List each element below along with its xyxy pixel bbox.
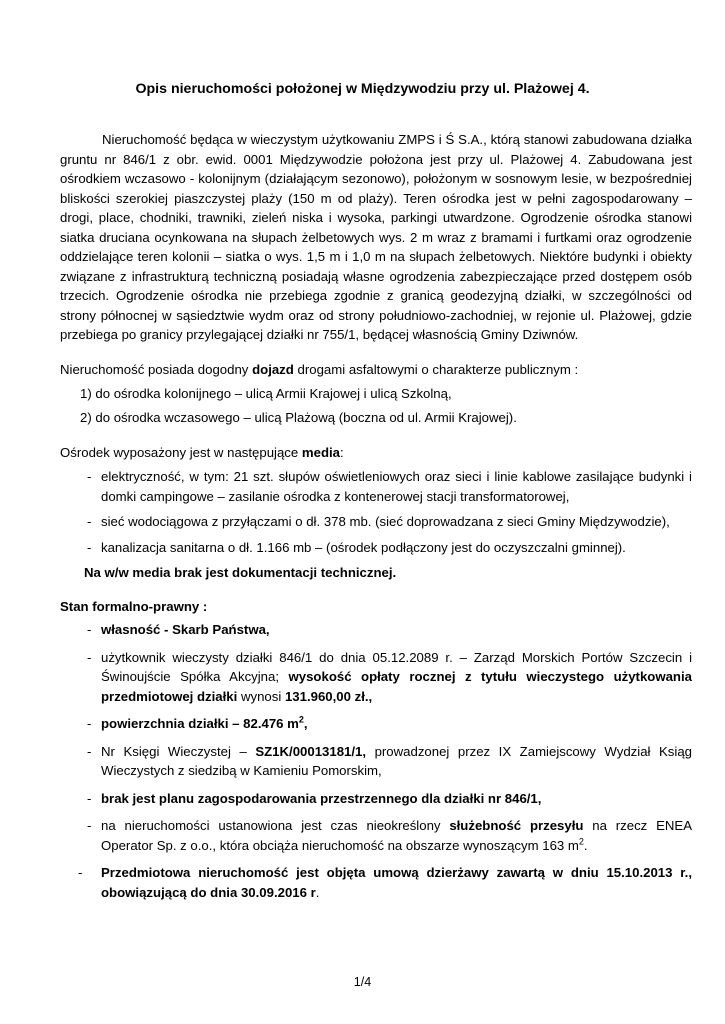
access-item-2: 2) do ośrodka wczasowego – ulicą Plażową (boczna od ul. Armii Krajowej). [80,410,517,425]
dash-bullet: - [87,539,92,555]
media-note: Na w/w media brak jest dokumentacji technicznej. [84,565,397,580]
legal-item-ownership: - własność - Skarb Państwa, [60,620,692,640]
media-item-electricity: - elektryczność, w tym: 21 szt. słupów oświetleniowych oraz sieci i linie kablowe zasilające budynki i domki campingowe – zasilanie ośrodka z kontenerowej stacji transformatorowej, [87,469,692,504]
access-lead: Nieruchomość posiada dogodny dojazd drogami asfaltowymi o charakterze publicznym : [60,362,579,377]
legal-item-zoning-plan: - brak jest planu zagospodarowania przestrzennego dla działki nr 846/1, [60,789,692,809]
dash-bullet: - [87,469,92,484]
media-item-sewage: - kanalizacja sanitarna o dł. 1.166 mb – (ośrodek podłączony jest do oczyszczalni gminnej). [60,538,692,558]
media-item-water: - sieć wodociągowa z przyłączami o dł. 378 mb. (sieć doprowadzana z sieci Gminy Międzywodzie), [60,512,692,532]
dash-bullet: - [87,716,92,731]
legal-heading: Stan formalno-prawny : [60,599,208,614]
media-lead: Ośrodek wyposażony jest w następujące media: [60,445,344,460]
legal-list [60,620,692,902]
intro-paragraph: Nieruchomość będąca w wieczystym użytkowaniu ZMPS i Ś S.A., którą stanowi zabudowana działka gruntu nr 846/1 z obr. ewid. 0001 Międzywodzie położona jest przy ul. Plażowej 4. Zabudowana jest ośrodkiem wczasowo - kolonijnym (działającym sezonowo), położonym w sosnowym lesie, w bezpośredniej bliskości szerokiej piaszczystej plaży (150 m od plaży). Teren ośrodka jest w pełni zagospodarowany – drogi, place, chodniki, trawniki, zieleń niska i wysoka, parkingi utwardzone. Ogrodzenie ośrodka stanowi siatka druciana ocynkowana na słupach żelbetowych wys. 2 m wraz z bramami i furtkami oraz ogrodzenie oddzielające teren kolonii – siatka o wys. 1,5 m i 1,0 m na słupach żelbetowych. Niektóre budynki i obiekty związane z infrastrukturą techniczną posiadają własne ogrodzenia zabezpieczające przed dostępem osób trzecich. Ogrodzenie ośrodka nie przebiega zgodnie z granicą geodezyjną działki, w szczególności od strony północnej w sąsiedztwie wydm oraz od strony południowo-zachodniej, w rejonie ul. Plażowej, gdzie przebiega po granicy przylegającej działki nr 755/1, będącej własnością Gminy Dziwnów. [60,132,692,342]
dash-bullet: - [87,790,92,806]
dash-bullet: - [87,743,92,759]
page-number: 1/4 [353,975,372,989]
dash-bullet: - [87,649,92,665]
document-title: Opis nieruchomości położonej w Międzywodziu przy ul. Plażowej 4. [135,81,590,97]
dash-bullet: - [78,865,83,880]
dash-bullet: - [87,622,92,637]
legal-item-area: - powierzchnia działki – 82.476 $m^2$, [60,714,692,734]
legal-item-lease: - Przedmiotowa nieruchomość jest objęta umową dzierżawy zawartą w dniu 15.10.2013 r., obowiązującą do dnia 30.09.2016 r. [78,865,692,900]
access-item-1: 1) do ośrodka kolonijnego – ulicą Armii Krajowej i ulicą Szkolną, [80,386,452,401]
dash-bullet: - [87,818,92,833]
media-list [60,467,692,557]
legal-item-usufruct: - użytkownik wieczysty działki 846/1 do dnia 05.12.2089 r. – Zarząd Morskich Portów Szczecin i Świnoujście Spółka Akcyjna; wysokość opłaty rocznej z tytułu wieczystego użytkowania przedmiotowej działki wynosi 131.960,00 zł., [87,649,692,704]
dash-bullet: - [87,514,92,529]
legal-item-easement: - na nieruchomości ustanowiona jest czas nieokreślony służebność przesyłu na rzecz ENEA Operator Sp. z o.o., która obciąża nieruchomość na obszarze wynoszącym 163 $m^2$. [87,818,692,853]
legal-item-land-register: - Nr Księgi Wieczystej – SZ1K/00013181/1, prowadzonej przez IX Zamiejscowy Wydział Ksiąg Wieczystych z siedzibą w Kamieniu Pomorskim, [87,743,692,778]
